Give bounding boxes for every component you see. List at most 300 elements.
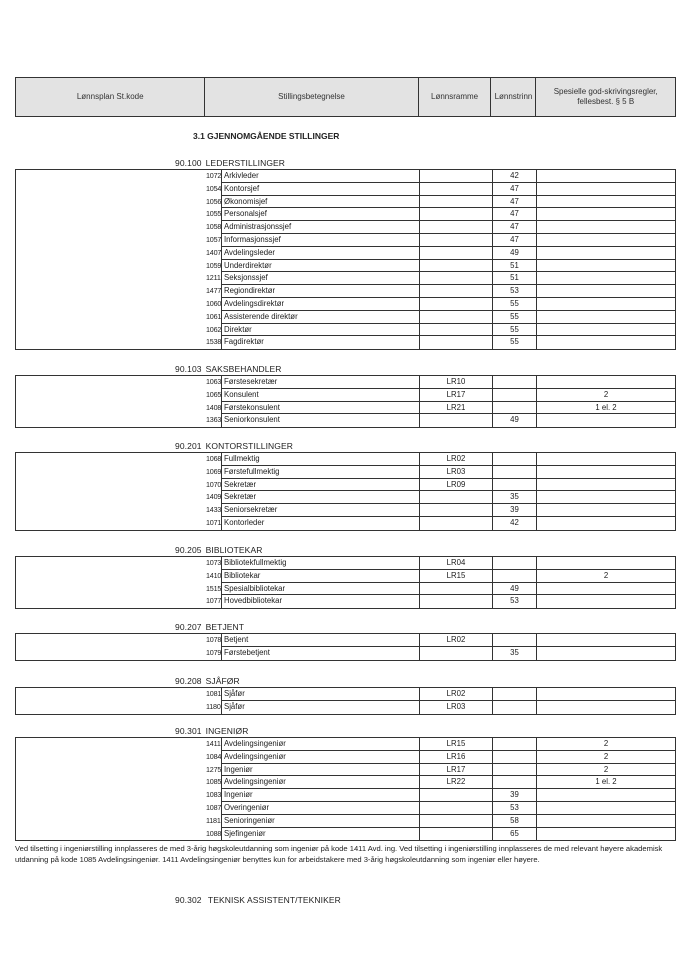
- table-row: [16, 789, 675, 802]
- lonnsramme-value: [419, 234, 492, 247]
- lonnsramme-value: [419, 414, 492, 427]
- stilling-kode: 1068: [206, 454, 221, 463]
- row-spacer: [16, 789, 206, 802]
- lonnsramme-value: [419, 221, 492, 234]
- table-row: [16, 402, 675, 415]
- lonnsramme-value: [419, 802, 492, 815]
- stilling-kode: 1061: [206, 311, 221, 321]
- table-row: [16, 751, 675, 764]
- regel-value: 1 el. 2: [537, 776, 675, 789]
- regel-value: [537, 466, 675, 479]
- next-group-heading: [175, 895, 341, 905]
- group-heading: [175, 158, 285, 168]
- group-name: KONTORSTILLINGER: [205, 441, 294, 451]
- lonnstrinn-value: 35: [492, 491, 537, 504]
- section-title: 3.1 GJENNOMGÅENDE STILLINGER: [193, 131, 340, 141]
- group-heading: [175, 622, 244, 632]
- stilling-kode: 1515: [206, 583, 221, 593]
- table-row: [16, 647, 675, 660]
- lonnsramme-value: [419, 828, 492, 841]
- regel-value: [537, 247, 675, 260]
- lonnstrinn-value: 35: [492, 647, 537, 660]
- row-spacer: [16, 285, 206, 298]
- regel-value: 1 el. 2: [537, 402, 675, 415]
- row-spacer: [16, 208, 206, 221]
- stilling-tittel: Avdelingsingeniør: [221, 751, 419, 764]
- table-row: [16, 802, 675, 815]
- group-table: [15, 737, 676, 841]
- row-spacer: [16, 634, 206, 647]
- stilling-tittel: Overingeniør: [221, 802, 419, 815]
- group-code: 90.208: [175, 676, 202, 686]
- stilling-tittel: Hovedbibliotekar: [221, 595, 419, 608]
- lonnsramme-value: [419, 815, 492, 828]
- lonnsramme-value: LR21: [419, 402, 492, 415]
- lonnstrinn-value: 39: [492, 504, 537, 517]
- lonnsramme-value: LR16: [419, 751, 492, 764]
- regel-value: [537, 491, 675, 504]
- stilling-kode: 1181: [206, 815, 221, 825]
- stilling-tittel: Personalsjef: [221, 208, 419, 221]
- lonnstrinn-value: [492, 402, 537, 415]
- stilling-tittel: Sjåfør: [221, 688, 419, 701]
- lonnstrinn-value: 42: [492, 170, 537, 183]
- row-spacer: [16, 701, 206, 714]
- stilling-kode: 1059: [206, 260, 221, 270]
- lonnsramme-value: LR22: [419, 776, 492, 789]
- table-header: [15, 77, 676, 117]
- table-row: [16, 196, 675, 209]
- row-spacer: [16, 453, 206, 466]
- group-name: LEDERSTILLINGER: [205, 158, 286, 168]
- stilling-kode: 1211: [206, 273, 221, 283]
- row-spacer: [16, 183, 206, 196]
- group-heading: [175, 676, 240, 686]
- lonnsramme-value: [419, 260, 492, 273]
- lonnsramme-value: [419, 208, 492, 221]
- row-spacer: [16, 776, 206, 789]
- lonnsramme-value: [419, 647, 492, 660]
- regel-value: [537, 557, 675, 570]
- table-row: [16, 764, 675, 777]
- stilling-kode: 1538: [206, 337, 221, 347]
- regel-value: [537, 802, 675, 815]
- regel-value: [537, 324, 675, 337]
- lonnstrinn-value: [492, 776, 537, 789]
- stilling-kode: 1079: [206, 647, 221, 657]
- table-row: [16, 557, 675, 570]
- stilling-tittel: Sekretær: [221, 491, 419, 504]
- regel-value: [537, 595, 675, 608]
- header-regler: Spesielle god-skrivingsregler, fellesbest. § 5 B: [553, 87, 658, 106]
- lonnstrinn-value: 53: [492, 595, 537, 608]
- stilling-kode: 1070: [206, 479, 221, 489]
- group-name: SJÅFØR: [205, 676, 240, 686]
- stilling-tittel: Direktør: [221, 324, 419, 337]
- row-spacer: [16, 517, 206, 530]
- row-spacer: [16, 234, 206, 247]
- regel-value: [537, 701, 675, 714]
- row-spacer: [16, 324, 206, 337]
- stilling-tittel: Fullmektig: [221, 453, 419, 466]
- stilling-kode: 1477: [206, 286, 221, 296]
- row-spacer: [16, 828, 206, 841]
- stilling-tittel: Avdelingsingeniør: [221, 776, 419, 789]
- footnote: Ved tilsetting i ingeniørstilling innplasseres de med 3-årig høgskoleutdanning som ingeniør på kode 1411 Avd. ing. Ved tilsetting i ingeniørstilling innplasseres de med relevant høyere akademisk utdanning på kode 1085 Avdelingsingeniør. 1411 Avdelingsingeniør benyttes kun for arbeidstakere med 3-årig høgskoleutdanning som ingeniør eller høyere.: [15, 844, 663, 864]
- group-heading: [175, 364, 282, 374]
- regel-value: [537, 517, 675, 530]
- lonnsramme-value: LR10: [419, 376, 492, 389]
- lonnstrinn-value: 47: [492, 183, 537, 196]
- row-spacer: [16, 583, 206, 596]
- regel-value: [537, 272, 675, 285]
- lonnstrinn-value: 49: [492, 414, 537, 427]
- table-row: [16, 828, 675, 841]
- row-spacer: [16, 557, 206, 570]
- stilling-kode: 1057: [206, 234, 221, 244]
- row-spacer: [16, 751, 206, 764]
- table-row: [16, 389, 675, 402]
- lonnsramme-value: [419, 247, 492, 260]
- table-row: [16, 453, 675, 466]
- stilling-tittel: Avdelingsleder: [221, 247, 419, 260]
- table-row: [16, 595, 675, 608]
- lonnsramme-value: LR09: [419, 479, 492, 492]
- regel-value: [537, 815, 675, 828]
- table-row: [16, 504, 675, 517]
- stilling-kode: 1062: [206, 324, 221, 334]
- regel-value: [537, 647, 675, 660]
- stilling-kode: 1055: [206, 209, 221, 219]
- stilling-tittel: Arkivleder: [221, 170, 419, 183]
- lonnstrinn-value: 47: [492, 208, 537, 221]
- stilling-tittel: Førstesekretær: [221, 376, 419, 389]
- lonnsramme-value: [419, 324, 492, 337]
- lonnstrinn-value: 55: [492, 298, 537, 311]
- table-row: [16, 701, 675, 714]
- table-row: [16, 170, 675, 183]
- row-spacer: [16, 272, 206, 285]
- lonnsramme-value: [419, 583, 492, 596]
- table-row: [16, 583, 675, 596]
- table-row: [16, 738, 675, 751]
- row-spacer: [16, 298, 206, 311]
- lonnstrinn-value: 55: [492, 324, 537, 337]
- table-row: [16, 466, 675, 479]
- regel-value: [537, 583, 675, 596]
- lonnstrinn-value: [492, 738, 537, 751]
- lonnsramme-value: LR02: [419, 688, 492, 701]
- lonnstrinn-value: 55: [492, 336, 537, 349]
- row-spacer: [16, 466, 206, 479]
- regel-value: [537, 221, 675, 234]
- lonnstrinn-value: [492, 764, 537, 777]
- lonnsramme-value: LR15: [419, 738, 492, 751]
- group-name: BIBLIOTEKAR: [205, 545, 263, 555]
- stilling-kode: 1072: [206, 171, 221, 180]
- group-heading: [175, 441, 293, 451]
- stilling-tittel: Økonomisjef: [221, 196, 419, 209]
- stilling-tittel: Førstebetjent: [221, 647, 419, 660]
- row-spacer: [16, 402, 206, 415]
- regel-value: [537, 234, 675, 247]
- stilling-kode: 1078: [206, 635, 221, 644]
- stilling-tittel: Førstefullmektig: [221, 466, 419, 479]
- lonnstrinn-value: 53: [492, 285, 537, 298]
- lonnsramme-value: LR04: [419, 557, 492, 570]
- lonnstrinn-value: 65: [492, 828, 537, 841]
- regel-value: 2: [537, 751, 675, 764]
- table-row: [16, 183, 675, 196]
- row-spacer: [16, 738, 206, 751]
- regel-value: [537, 414, 675, 427]
- stilling-tittel: Sjefingeniør: [221, 828, 419, 841]
- stilling-tittel: Bibliotekar: [221, 570, 419, 583]
- regel-value: [537, 336, 675, 349]
- row-spacer: [16, 595, 206, 608]
- stilling-kode: 1275: [206, 764, 221, 774]
- lonnsramme-value: [419, 595, 492, 608]
- regel-value: 2: [537, 738, 675, 751]
- table-row: [16, 688, 675, 701]
- stilling-tittel: Seniorkonsulent: [221, 414, 419, 427]
- table-row: [16, 414, 675, 427]
- stilling-kode: 1084: [206, 751, 221, 761]
- lonnstrinn-value: 49: [492, 247, 537, 260]
- stilling-kode: 1433: [206, 505, 221, 515]
- regel-value: [537, 260, 675, 273]
- lonnsramme-value: [419, 272, 492, 285]
- lonnsramme-value: [419, 336, 492, 349]
- stilling-tittel: Regiondirektør: [221, 285, 419, 298]
- regel-value: [537, 285, 675, 298]
- stilling-kode: 1058: [206, 222, 221, 232]
- lonnstrinn-value: 51: [492, 272, 537, 285]
- stilling-kode: 1083: [206, 790, 221, 800]
- group-code: 90.301: [175, 726, 202, 736]
- stilling-tittel: Sjåfør: [221, 701, 419, 714]
- group-code: 90.100: [175, 158, 202, 168]
- group-heading: [175, 545, 262, 555]
- lonnstrinn-value: [492, 376, 537, 389]
- regel-value: [537, 634, 675, 647]
- lonnsramme-value: [419, 298, 492, 311]
- lonnsramme-value: [419, 170, 492, 183]
- group-table: [15, 169, 676, 350]
- stilling-kode: 1085: [206, 777, 221, 787]
- row-spacer: [16, 260, 206, 273]
- regel-value: [537, 376, 675, 389]
- lonnsramme-value: [419, 311, 492, 324]
- stilling-kode: 1065: [206, 389, 221, 399]
- group-table: [15, 633, 676, 661]
- stilling-tittel: Ingeniør: [221, 764, 419, 777]
- lonnstrinn-value: [492, 688, 537, 701]
- table-row: [16, 298, 675, 311]
- stilling-kode: 1087: [206, 802, 221, 812]
- table-row: [16, 272, 675, 285]
- lonnsramme-value: LR15: [419, 570, 492, 583]
- header-lonnsramme: Lønnsramme: [419, 78, 492, 116]
- table-row: [16, 479, 675, 492]
- regel-value: [537, 453, 675, 466]
- lonnstrinn-value: 51: [492, 260, 537, 273]
- group-code: 90.103: [175, 364, 202, 374]
- row-spacer: [16, 504, 206, 517]
- lonnstrinn-value: [492, 389, 537, 402]
- group-code: 90.207: [175, 622, 202, 632]
- group-table: [15, 556, 676, 609]
- stilling-tittel: Avdelingsdirektør: [221, 298, 419, 311]
- table-row: [16, 311, 675, 324]
- row-spacer: [16, 247, 206, 260]
- lonnstrinn-value: [492, 557, 537, 570]
- group-code: 90.205: [175, 545, 202, 555]
- stilling-tittel: Spesialbibliotekar: [221, 583, 419, 596]
- lonnstrinn-value: 47: [492, 221, 537, 234]
- stilling-kode: 1180: [206, 701, 221, 711]
- lonnsramme-value: LR02: [419, 453, 492, 466]
- row-spacer: [16, 570, 206, 583]
- stilling-tittel: Ingeniør: [221, 789, 419, 802]
- stilling-tittel: Underdirektør: [221, 260, 419, 273]
- lonnstrinn-value: 42: [492, 517, 537, 530]
- stilling-kode: 1411: [206, 739, 221, 748]
- stilling-tittel: Kontorleder: [221, 517, 419, 530]
- next-group-code: 90.302: [175, 895, 202, 905]
- stilling-kode: 1363: [206, 415, 221, 425]
- lonnsramme-value: [419, 196, 492, 209]
- table-row: [16, 285, 675, 298]
- stilling-tittel: Informasjonssjef: [221, 234, 419, 247]
- lonnstrinn-value: [492, 634, 537, 647]
- lonnstrinn-value: [492, 453, 537, 466]
- stilling-tittel: Fagdirektør: [221, 336, 419, 349]
- header-lonnsplan: Lønnsplan St.kode: [16, 78, 205, 116]
- regel-value: [537, 688, 675, 701]
- stilling-tittel: Bibliotekfullmektig: [221, 557, 419, 570]
- regel-value: 2: [537, 570, 675, 583]
- table-row: [16, 634, 675, 647]
- lonnsramme-value: [419, 504, 492, 517]
- lonnstrinn-value: [492, 570, 537, 583]
- stilling-tittel: Førstekonsulent: [221, 402, 419, 415]
- stilling-tittel: Administrasjonssjef: [221, 221, 419, 234]
- lonnstrinn-value: [492, 466, 537, 479]
- next-group-name: TEKNISK ASSISTENT/TEKNIKER: [207, 895, 341, 905]
- stilling-kode: 1054: [206, 183, 221, 193]
- stilling-tittel: Senioringeniør: [221, 815, 419, 828]
- stilling-tittel: Seksjonssjef: [221, 272, 419, 285]
- lonnstrinn-value: 39: [492, 789, 537, 802]
- lonnstrinn-value: 47: [492, 234, 537, 247]
- table-row: [16, 221, 675, 234]
- row-spacer: [16, 196, 206, 209]
- stilling-tittel: Sekretær: [221, 479, 419, 492]
- lonnsramme-value: [419, 183, 492, 196]
- stilling-tittel: Kontorsjef: [221, 183, 419, 196]
- group-name: SAKSBEHANDLER: [205, 364, 282, 374]
- lonnsramme-value: [419, 517, 492, 530]
- regel-value: [537, 479, 675, 492]
- lonnsramme-value: LR02: [419, 634, 492, 647]
- row-spacer: [16, 491, 206, 504]
- regel-value: [537, 828, 675, 841]
- stilling-kode: 1407: [206, 247, 221, 257]
- regel-value: [537, 311, 675, 324]
- stilling-kode: 1410: [206, 570, 221, 580]
- row-spacer: [16, 414, 206, 427]
- table-row: [16, 376, 675, 389]
- lonnstrinn-value: [492, 751, 537, 764]
- lonnstrinn-value: 55: [492, 311, 537, 324]
- table-row: [16, 324, 675, 337]
- regel-value: [537, 208, 675, 221]
- row-spacer: [16, 170, 206, 183]
- row-spacer: [16, 311, 206, 324]
- row-spacer: [16, 688, 206, 701]
- stilling-tittel: Betjent: [221, 634, 419, 647]
- lonnstrinn-value: 58: [492, 815, 537, 828]
- stilling-kode: 1069: [206, 466, 221, 476]
- group-name: BETJENT: [205, 622, 245, 632]
- stilling-tittel: Konsulent: [221, 389, 419, 402]
- table-row: [16, 815, 675, 828]
- row-spacer: [16, 336, 206, 349]
- stilling-kode: 1409: [206, 492, 221, 502]
- lonnsramme-value: LR03: [419, 466, 492, 479]
- table-row: [16, 260, 675, 273]
- lonnstrinn-value: 49: [492, 583, 537, 596]
- group-code: 90.201: [175, 441, 202, 451]
- row-spacer: [16, 221, 206, 234]
- stilling-kode: 1056: [206, 196, 221, 206]
- stilling-tittel: Avdelingsingeniør: [221, 738, 419, 751]
- table-row: [16, 517, 675, 530]
- group-name: INGENIØR: [205, 726, 249, 736]
- regel-value: [537, 170, 675, 183]
- table-row: [16, 776, 675, 789]
- lonnsramme-value: [419, 491, 492, 504]
- lonnsramme-value: LR03: [419, 701, 492, 714]
- group-table: [15, 375, 676, 428]
- table-row: [16, 491, 675, 504]
- stilling-kode: 1060: [206, 298, 221, 308]
- table-row: [16, 247, 675, 260]
- lonnsramme-value: [419, 285, 492, 298]
- stilling-tittel: Seniorsekretær: [221, 504, 419, 517]
- lonnstrinn-value: 47: [492, 196, 537, 209]
- regel-value: [537, 504, 675, 517]
- stilling-kode: 1088: [206, 828, 221, 838]
- stilling-kode: 1073: [206, 558, 221, 567]
- stilling-kode: 1063: [206, 377, 221, 386]
- group-table: [15, 452, 676, 531]
- stilling-kode: 1077: [206, 596, 221, 606]
- regel-value: [537, 196, 675, 209]
- regel-value: 2: [537, 764, 675, 777]
- regel-value: [537, 298, 675, 311]
- lonnstrinn-value: [492, 701, 537, 714]
- regel-value: 2: [537, 389, 675, 402]
- group-table: [15, 687, 676, 715]
- lonnstrinn-value: [492, 479, 537, 492]
- header-lonnstrinn: Lønnstrinn: [491, 78, 536, 116]
- stilling-kode: 1408: [206, 402, 221, 412]
- header-stillingsbetegnelse: Stillingsbetegnelse: [205, 78, 418, 116]
- regel-value: [537, 183, 675, 196]
- stilling-kode: 1081: [206, 689, 221, 698]
